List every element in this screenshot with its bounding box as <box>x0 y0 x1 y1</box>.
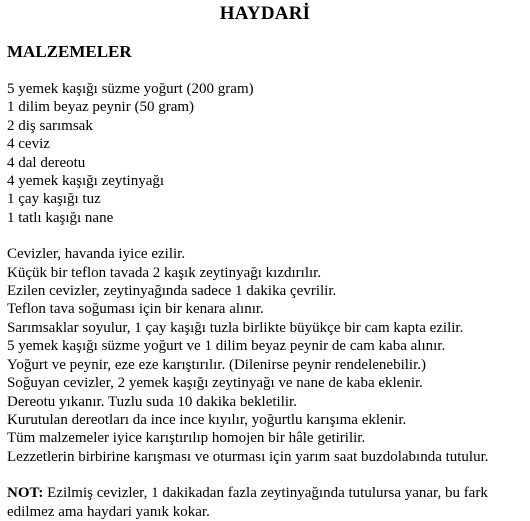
instruction-step: Kurutulan dereotları da ince ince kıyılır, yoğurtlu karışıma eklenir. <box>7 411 407 428</box>
instruction-step: Tüm malzemeler iyice karıştırılıp homojen bir hâle getirilir. <box>7 430 366 447</box>
recipe-title: HAYDARİ <box>219 3 311 24</box>
note-text: Ezilmiş cevizler, 1 dakikadan fazla zeytinyağında tutulursa yanar, bu fark edilmez ama haydari yanık kokar. <box>7 485 488 520</box>
ingredients-heading: MALZEMELER <box>7 42 132 61</box>
ingredients-list <box>7 80 523 227</box>
instruction-step: Soğuyan cevizler, 2 yemek kaşığı zeytinyağı ve nane de kaba eklenir. <box>7 375 423 392</box>
instruction-step: Sarımsaklar soyulur, 1 çay kaşığı tuzla birlikte büyükçe bir cam kapta ezilir. <box>7 319 464 336</box>
ingredient-item: 4 yemek kaşığı zeytinyağı <box>7 173 165 190</box>
ingredient-item: 4 ceviz <box>7 136 50 153</box>
instruction-step: Ezilen cevizler, zeytinyağında sadece 1 dakika çevrilir. <box>7 283 337 300</box>
ingredient-item: 1 çay kaşığı tuz <box>7 191 101 208</box>
instruction-step: Yoğurt ve peynir, eze eze karıştırılır. (Dilenirse peynir rendelenebilir.) <box>7 356 426 373</box>
recipe-note <box>7 484 523 521</box>
instruction-step: Küçük bir teflon tavada 2 kaşık zeytinyağı kızdırılır. <box>7 264 322 281</box>
instruction-step: Lezzetlerin birbirine karışması ve oturması için yarım saat buzdolabında tutulur. <box>7 448 489 465</box>
instruction-step: Dereotu yıkanır. Tuzlu suda 10 dakika bekletilir. <box>7 393 297 410</box>
instructions-list <box>7 245 523 466</box>
ingredient-item: 1 tatlı kaşığı nane <box>7 209 114 226</box>
ingredient-item: 2 diş sarımsak <box>7 117 93 134</box>
instruction-step: 5 yemek kaşığı süzme yoğurt ve 1 dilim beyaz peynir de cam kaba alınır. <box>7 338 446 355</box>
instruction-step: Teflon tava soğuması için bir kenara alınır. <box>7 301 264 318</box>
ingredient-item: 5 yemek kaşığı süzme yoğurt (200 gram) <box>7 81 254 97</box>
ingredient-item: 4 dal dereotu <box>7 154 86 171</box>
instruction-step: Cevizler, havanda iyice ezilir. <box>7 246 186 263</box>
note-label: NOT: <box>7 485 44 502</box>
ingredient-item: 1 dilim beyaz peynir (50 gram) <box>7 99 195 116</box>
